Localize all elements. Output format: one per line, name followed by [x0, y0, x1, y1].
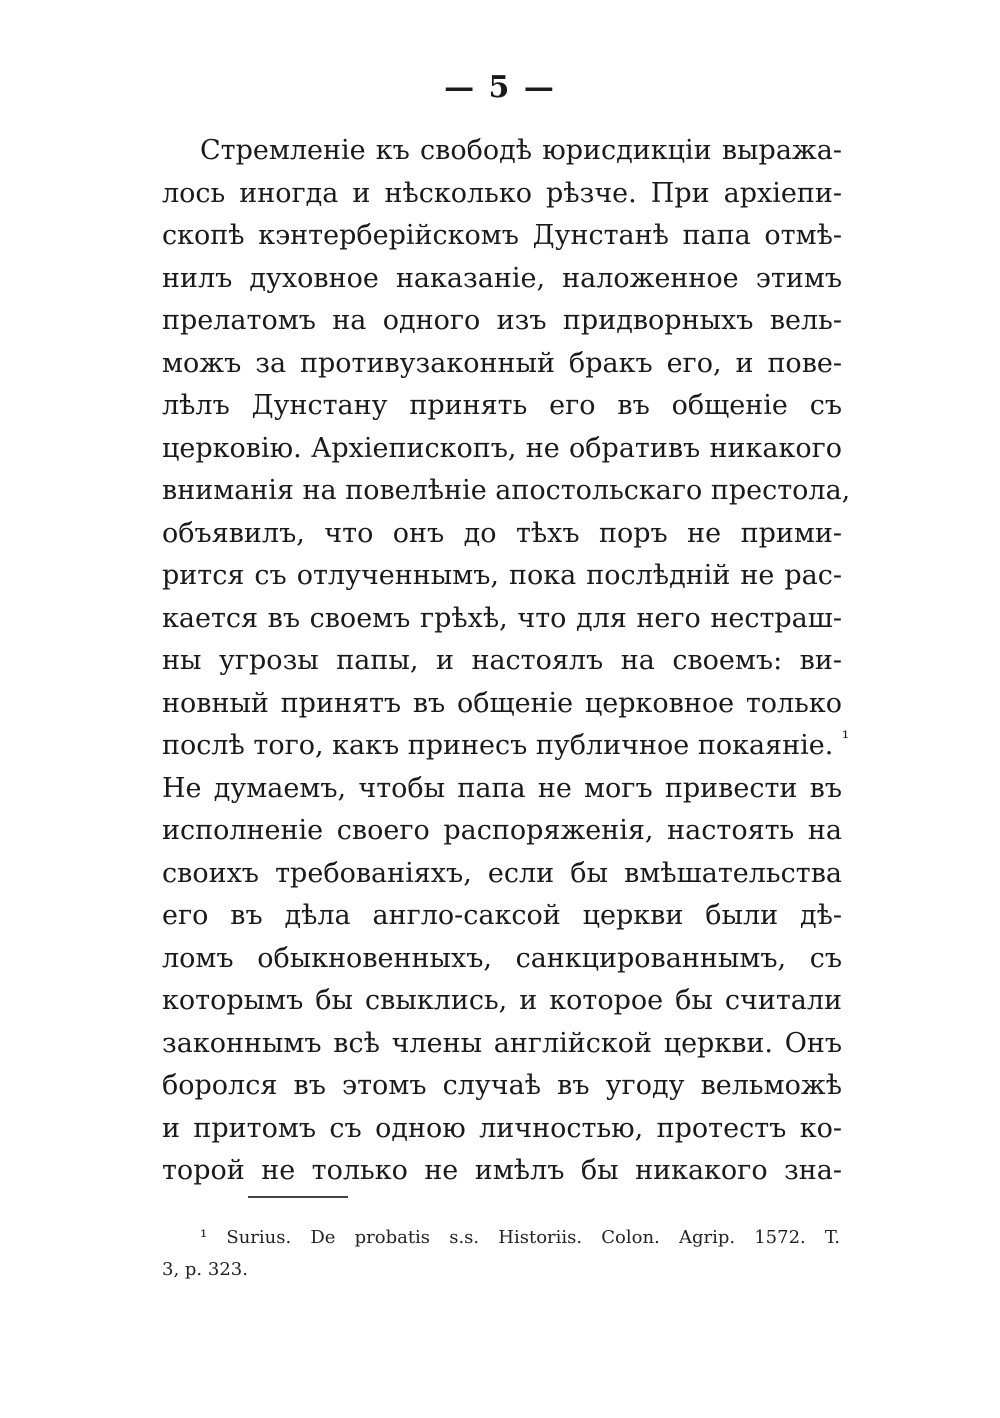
text-line: объявилъ, что онъ до тѣхъ поръ не прими- [162, 517, 842, 549]
body-text [162, 130, 851, 1193]
text-line: ны угрозы папы, и настоялъ на своемъ: ви- [162, 645, 842, 676]
text-line: своихъ требованіяхъ, если бы вмѣшательства [162, 857, 842, 889]
text-line: новный принятъ въ общеніе церковное только [162, 687, 842, 719]
text-line: прелатомъ на одного изъ придворныхъ вель- [162, 305, 842, 336]
footnote-line: 3, p. 323. [162, 1259, 248, 1280]
text-line: лѣлъ Дунстану принять его въ общеніе съ [162, 390, 842, 421]
text-line: скопѣ кэнтерберійскомъ Дунстанѣ папа отмѣ- [162, 220, 842, 251]
text-line: нилъ духовное наказаніе, наложенное этимъ [162, 262, 842, 294]
text-line: ломъ обыкновенныхъ, санкцированнымъ, съ [162, 942, 842, 974]
text-line: рится съ отлученнымъ, пока послѣдній не рас- [162, 560, 842, 591]
text-line: лось иногда и нѣсколько рѣзче. При архіепи- [162, 177, 842, 209]
page-number: — 5 — [444, 70, 556, 105]
text-line: законнымъ всѣ члены англійской церкви. Онъ [162, 1027, 842, 1059]
footnote [162, 1222, 840, 1286]
text-line: его въ дѣла англо-саксой церкви были дѣ- [162, 900, 842, 931]
text-line: торой не только не имѣлъ бы никакого зна- [162, 1155, 842, 1186]
text-line: Не думаемъ, чтобы папа не могъ привести въ [162, 772, 842, 804]
text-line: вниманія на повелѣніе апостольскаго престола, [162, 475, 851, 506]
footnote-divider [248, 1196, 348, 1198]
text-line: кается въ своемъ грѣхѣ, что для него нестраш- [162, 602, 842, 634]
text-line: послѣ того, какъ принесъ публичное покаяніе. [162, 730, 834, 761]
text-line: и притомъ съ одною личностью, протестъ ко- [162, 1112, 842, 1144]
text-line: боролся въ этомъ случаѣ въ угоду вельможѣ [162, 1070, 842, 1101]
text-line: исполненіе своего распоряженія, настоять на [162, 815, 842, 846]
text-line: Стремленіе къ свободѣ юрисдикціи выража- [200, 135, 842, 166]
text-line: можъ за противузаконный бракъ его, и пове- [162, 347, 842, 379]
text-line: церковію. Архіепископъ, не обративъ никакого [162, 432, 842, 464]
footnote-reference: ¹ [841, 728, 850, 749]
text-line-with-footnote-ref [162, 725, 850, 768]
footnote-line: ¹ Surius. De probatis s.s. Historiis. Colon. Agrip. 1572. T. [200, 1227, 840, 1248]
text-line: которымъ бы свыклись, и которое бы считали [162, 985, 842, 1016]
